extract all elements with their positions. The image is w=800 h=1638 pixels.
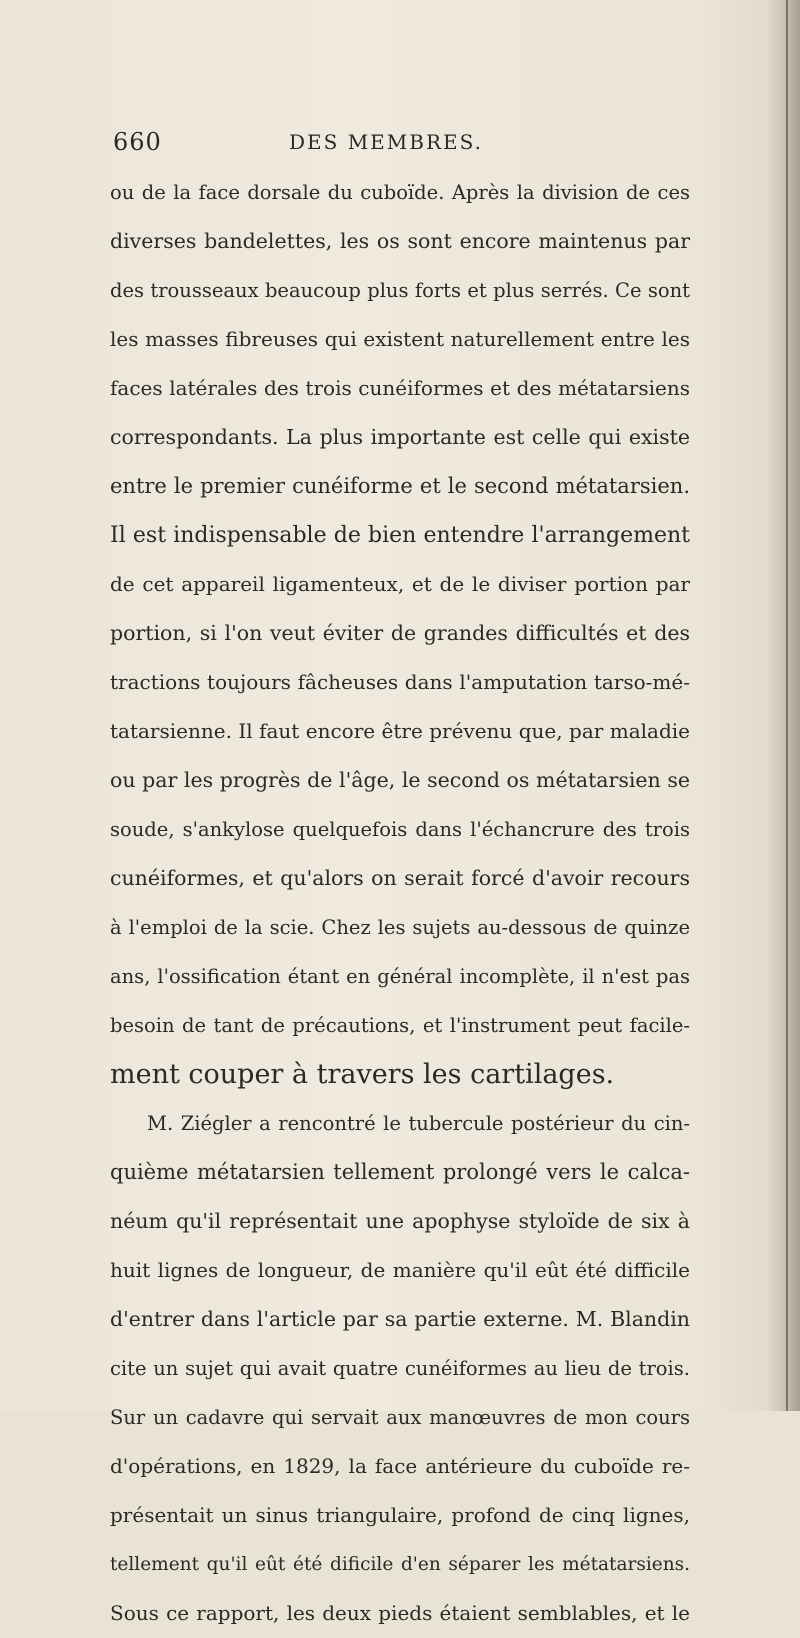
text-line: à l'emploi de la scie. Chez les sujets au-dessous de quinze (110, 916, 690, 939)
running-head: DES MEMBRES. (289, 130, 483, 154)
text-line: Sous ce rapport, les deux pieds étaient semblables, et le (110, 1601, 690, 1625)
text-line: d'entrer dans l'article par sa partie externe. M. Blandin (110, 1307, 690, 1331)
text-line: tatarsienne. Il faut encore être prévenu que, par maladie (110, 719, 690, 743)
page-number: 660 (113, 128, 162, 156)
text-line: entre le premier cunéiforme et le second métatarsien. (110, 474, 690, 498)
text-line: des trousseaux beaucoup plus forts et plus serrés. Ce sont (110, 279, 690, 302)
text-line: tellement qu'il eût été dificile d'en séparer les métatarsiens. (110, 1554, 690, 1575)
text-line: cunéiformes, et qu'alors on serait forcé d'avoir recours (110, 866, 690, 890)
text-line: diverses bandelettes, les os sont encore maintenus par (110, 229, 690, 253)
text-line: ou de la face dorsale du cuboïde. Après la division de ces (110, 181, 690, 204)
text-line: ou par les progrès de l'âge, le second os métatarsien se (110, 768, 690, 792)
text-line: Sur un cadavre qui servait aux manœuvres de mon cours (110, 1406, 690, 1429)
text-line: quième métatarsien tellement prolongé vers le calca- (110, 1160, 690, 1184)
text-line: correspondants. La plus importante est celle qui existe (110, 425, 690, 449)
page-header (113, 128, 673, 162)
text-line: les masses fibreuses qui existent naturellement entre les (110, 327, 690, 351)
text-line: faces latérales des trois cunéiformes et des métatarsiens (110, 376, 690, 400)
text-line: d'opérations, en 1829, la face antérieure du cuboïde re- (110, 1454, 690, 1478)
text-line: de cet appareil ligamenteux, et de le diviser portion par (110, 572, 690, 596)
page-edge-line (786, 0, 788, 1411)
paragraph-start-line: M. Ziégler a rencontré le tubercule postérieur du cin- (147, 1112, 690, 1135)
text-line: cite un sujet qui avait quatre cunéiformes au lieu de trois. (110, 1357, 690, 1380)
body-text (110, 168, 690, 1638)
text-line: besoin de tant de précautions, et l'instrument peut facile- (110, 1014, 690, 1037)
text-line: huit lignes de longueur, de manière qu'il eût été difficile (110, 1258, 690, 1282)
text-line: présentait un sinus triangulaire, profond de cinq lignes, (110, 1503, 690, 1527)
text-line: soude, s'ankylose quelquefois dans l'échancrure des trois (110, 818, 690, 841)
text-line: ans, l'ossification étant en général incomplète, il n'est pas (110, 965, 690, 988)
paragraph-end-line: ment couper à travers les cartilages. (110, 1059, 615, 1090)
text-line: néum qu'il représentait une apophyse styloïde de six à (110, 1209, 690, 1233)
text-line: tractions toujours fâcheuses dans l'amputation tarso-mé- (110, 670, 690, 694)
text-line: portion, si l'on veut éviter de grandes difficultés et des (110, 621, 690, 645)
page-edge-shadow (766, 0, 800, 1411)
text-line: Il est indispensable de bien entendre l'arrangement (110, 523, 690, 548)
